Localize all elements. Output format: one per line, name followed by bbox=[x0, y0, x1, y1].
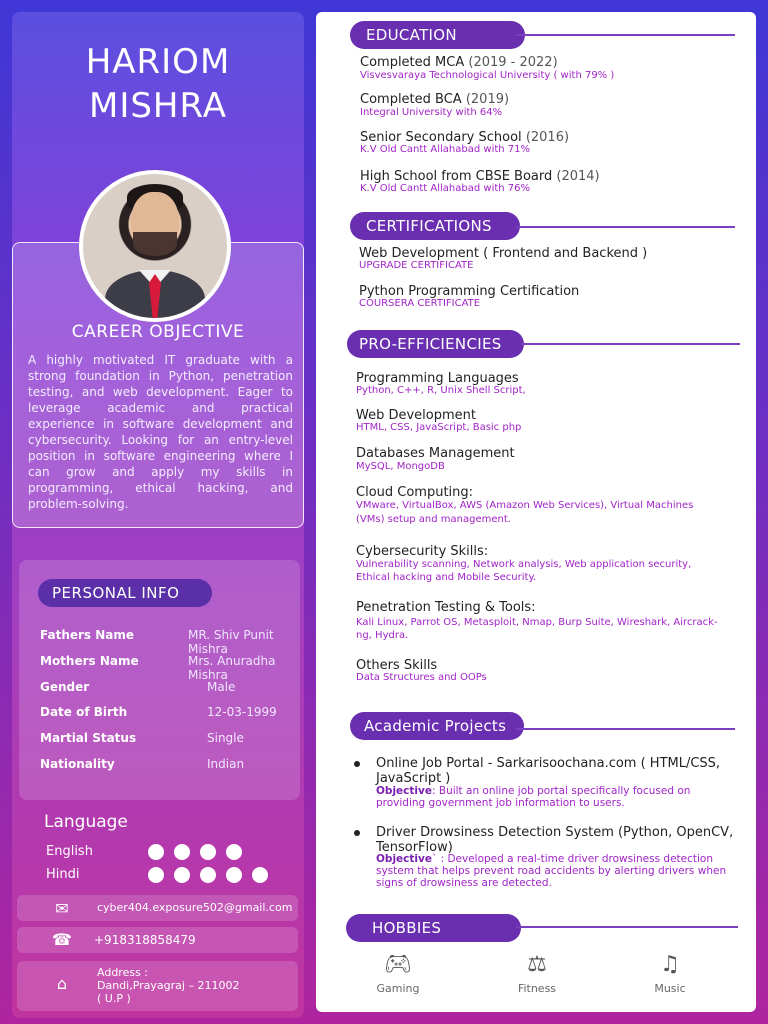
language-level-dots bbox=[148, 844, 242, 860]
language-row-hindi: Hindi bbox=[46, 867, 80, 882]
proficiency-item: Cybersecurity Skills: bbox=[356, 544, 489, 559]
hobbies-title: HOBBIES bbox=[346, 914, 521, 942]
bullet bbox=[354, 830, 360, 836]
career-objective-title: CAREER OBJECTIVE bbox=[71, 322, 245, 342]
language-row-english: English bbox=[46, 844, 93, 859]
section-divider bbox=[521, 343, 740, 345]
career-objective-text: A highly motivated IT graduate with a strong foundation in Python, penetration testing, and web development. Eager to leverage academic and practical experience in software development and cybersecurity. Looking for an entry-level position in software engineering where I can grow and apply my skills in programming, ethical hacking, and problem-solving. bbox=[28, 353, 293, 511]
hobby-fitness: ⚖ Fitness bbox=[497, 952, 577, 995]
home-icon: ⌂ bbox=[56, 974, 68, 993]
personal-info-title: PERSONAL INFO bbox=[38, 579, 212, 607]
proficiency-item: Databases Management bbox=[356, 446, 515, 461]
project-title: Driver Drowsiness Detection System (Python, OpenCV, TensorFlow) bbox=[376, 825, 734, 855]
right-panel: EDUCATION Completed MCA (2019 - 2022) Visvesvaraya Technological University ( with 79% ) Completed BCA (2019) Integral University with 64% Senior Secondary School (2016) K.V Old Cantt Allahabad with 71% High School from CBSE Board (2014) K.V Old Cantt Allahabad with 76% CERTIFICATIONS Web Development ( Frontend and Backend ) UPGRADE CERTIFICATE Python Programming Certification COURSERA CERTIFICATE PRO-EFFICIENCIES Programming Languages Python, C++, R, Unix Shell Script, Web Development HTML, CSS, JavaScript, Basic php Databases Management MySQL, MongoDB Cloud Computing: VMware, VirtualBox, AWS (Amazon Web Services), Virtual Machines (VMs) setup and management. Cybersecurity Skills: Vulnerability scanning, Network analysis, Web application security, Ethical hacking and Mobile Security. Penetration Testing & Tools: Kali Linux, Parrot OS, Metasploit, Nmap, Burp Suite, Wireshark, Aircrack- ng, Hydra. Others Skills Data Structures and OOPs Academic Projects Online Job Portal - Sarkarisoochana.com ( HTML/CSS, JavaScript ) Objective: Built an online job portal specifically focused on providing government job information to users. Driver Drowsiness Detection System (Python, OpenCV, TensorFlow) Objective` : Developed a real-time driver drowsiness detection system that helps prevent road accidents by alerting drivers when signs of drowsiness are detected. HOBBIES 🎮︎ Gaming ⚖ Fitness ♫ Music bbox=[316, 12, 756, 1012]
language-title: Language bbox=[44, 812, 128, 832]
education-item: High School from CBSE Board (2014) bbox=[360, 169, 600, 184]
contact-address: ⌂ Address : Dandi,Prayagraj – 211002 ( U.P ) bbox=[17, 961, 298, 1011]
phone-icon: ☎ bbox=[52, 930, 72, 949]
contact-email[interactable]: ✉ cyber404.exposure502@gmail.com bbox=[17, 895, 298, 921]
section-divider bbox=[516, 926, 738, 928]
proficiency-item: Programming Languages bbox=[356, 371, 519, 386]
education-title: EDUCATION bbox=[350, 21, 525, 49]
section-divider bbox=[516, 34, 735, 36]
language-level-dots bbox=[148, 867, 268, 883]
hobby-gaming: 🎮︎ Gaming bbox=[358, 952, 438, 995]
proficiency-item: Penetration Testing & Tools: bbox=[356, 600, 536, 615]
certifications-title: CERTIFICATIONS bbox=[350, 212, 520, 240]
certification-item: Web Development ( Frontend and Backend ) bbox=[359, 246, 648, 261]
proficiency-item: Web Development bbox=[356, 408, 476, 423]
project-title: Online Job Portal - Sarkarisoochana.com ( HTML/CSS, JavaScript ) bbox=[376, 756, 721, 786]
education-item: Completed MCA (2019 - 2022) bbox=[360, 55, 558, 70]
project-description: Objective: Built an online job portal specifically focused on providing government job information to users. bbox=[376, 785, 691, 809]
envelope-icon: ✉ bbox=[55, 899, 69, 918]
profile-photo bbox=[79, 170, 231, 322]
hobby-music: ♫ Music bbox=[630, 952, 710, 995]
music-note-icon: ♫ bbox=[660, 952, 680, 977]
education-item: Completed BCA (2019) bbox=[360, 92, 510, 107]
education-item: Senior Secondary School (2016) bbox=[360, 130, 570, 145]
gamepad-icon: 🎮︎ bbox=[384, 952, 412, 977]
proficiencies-title: PRO-EFFICIENCIES bbox=[347, 330, 524, 358]
left-panel: HARIOM MISHRA CAREER OBJECTIVE A highly motivated IT graduate with a strong foundation in Python, penetration testing, and web development. Eager to leverage academic and practical experience in software development and cybersecurity. Looking for an entry-level position in software engineering where I can grow and apply my skills in programming, ethical hacking, and problem-solving. PERSONAL INFO Fathers Name MR. Shiv Punit Mishra Mothers Name Mrs. Anuradha Mishra Gender Male Date of Birth 12-03-1999 Martial Status Single Nationality Indian Language English Hindi ✉ cyber404.exposure502@gmail.com ☎ +918318858479 ⌂ Address : Dandi,Prayagraj – 211002 ( U.P ) bbox=[12, 12, 304, 1018]
projects-title: Academic Projects bbox=[350, 712, 524, 740]
name-heading: HARIOM MISHRA bbox=[85, 42, 231, 126]
section-divider bbox=[516, 226, 735, 228]
contact-phone[interactable]: ☎ +918318858479 bbox=[17, 927, 298, 953]
project-description: Objective` : Developed a real-time driver drowsiness detection system that helps prevent road accidents by alerting drivers when signs of drowsiness are detected. bbox=[376, 853, 727, 889]
bullet bbox=[354, 761, 360, 767]
section-divider bbox=[516, 728, 735, 730]
proficiency-item: Others Skills bbox=[356, 658, 438, 673]
proficiency-item: Cloud Computing: bbox=[356, 485, 474, 500]
certification-item: Python Programming Certification bbox=[359, 284, 580, 299]
dumbbell-icon: ⚖ bbox=[527, 952, 547, 977]
